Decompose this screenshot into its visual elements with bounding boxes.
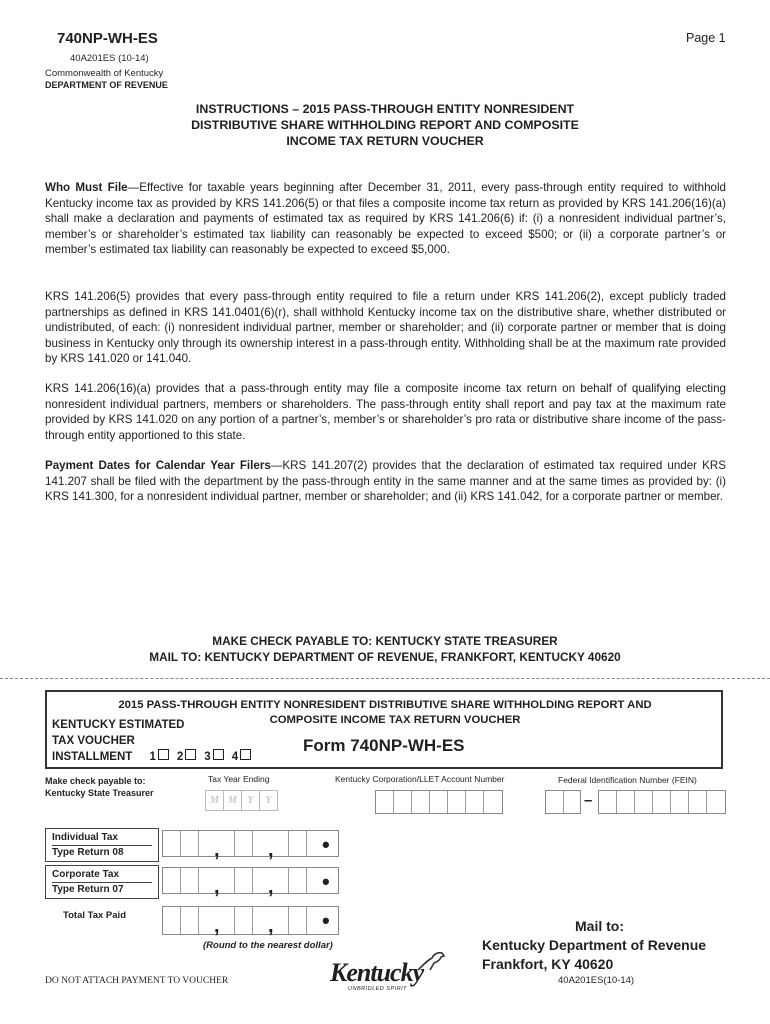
payment-dates-text: —KRS 141.207(2) provides that the declaration of estimated tax required under KRS 141.207 shall be filed with the department by the pass-through entity in the same manner and at the same times as provided by: (i) KRS 141.300, for a nonresident individual partner, member or shareholder; and (ii) KRS 141.042, for a corporate partner or member. xyxy=(45,459,726,504)
kentucky-logo xyxy=(326,950,446,996)
installment-1-checkbox[interactable] xyxy=(158,749,169,760)
do-not-attach-note: DO NOT ATTACH PAYMENT TO VOUCHER xyxy=(45,976,229,986)
installment-2-checkbox[interactable] xyxy=(185,749,196,760)
mail-address-line-2: Frankfort, KY 40620 xyxy=(482,956,614,972)
form-code: 740NP-WH-ES xyxy=(57,30,158,47)
tax-year-ending-field[interactable] xyxy=(205,790,278,811)
corporate-comma-2: , xyxy=(268,876,274,898)
fein-label: Federal Identification Number (FEIN) xyxy=(558,775,697,785)
estimated-line-2: TAX VOUCHER xyxy=(52,734,135,747)
individual-line-1: Individual Tax xyxy=(52,831,152,846)
payment-dates-heading: Payment Dates for Calendar Year Filers xyxy=(45,459,271,472)
logo-wordmark: Kentucky xyxy=(330,958,424,987)
check-payable-line-1: Make check payable to: xyxy=(45,776,146,786)
installment-row xyxy=(52,749,259,766)
voucher-title-line-2: COMPOSITE INCOME TAX RETURN VOUCHER xyxy=(269,714,521,726)
who-must-file-heading: Who Must File xyxy=(45,181,128,194)
voucher-title-line-1: 2015 PASS-THROUGH ENTITY NONRESIDENT DISTRIBUTIVE SHARE WITHHOLDING REPORT AND xyxy=(118,699,652,711)
round-note: (Round to the nearest dollar) xyxy=(203,940,333,951)
paragraph-composite: KRS 141.206(16)(a) provides that a pass-through entity may file a composite income tax return on behalf of qualifying electing nonresident individual partners, members or shareholders. The pass-through entity shall report and pay tax at the maximum rate provided by KRS 141.020 on any portion of a partner’s, member’s or shareholder’s pro rata or distributive share income of the pass-through entity apportioned to this state. xyxy=(45,382,726,442)
paragraph-who-must-file xyxy=(45,180,726,258)
installment-3-checkbox[interactable] xyxy=(213,749,224,760)
fein-dash: – xyxy=(584,792,593,809)
logo-tagline: UNBRIDLED SPIRIT xyxy=(348,986,408,992)
total-comma-1: , xyxy=(214,915,220,937)
individual-comma-2: , xyxy=(268,839,274,861)
corporate-line-2: Type Return 07 xyxy=(52,884,124,895)
total-tax-amount-field[interactable] xyxy=(162,906,339,935)
agency-name: Commonwealth of Kentucky xyxy=(45,68,164,79)
individual-tax-amount-field[interactable] xyxy=(162,830,339,857)
form-name: Form 740NP-WH-ES xyxy=(303,736,465,755)
check-payable-line-2: Kentucky State Treasurer xyxy=(45,788,154,798)
installment-label: INSTALLMENT xyxy=(52,751,133,763)
instructions-title xyxy=(120,101,650,149)
tax-year-ending-label: Tax Year Ending xyxy=(208,774,270,784)
footer-form-code: 40A201ES(10-14) xyxy=(558,975,635,986)
estimated-line-1: KENTUCKY ESTIMATED xyxy=(52,719,185,731)
individual-comma-1: , xyxy=(214,839,220,861)
account-number-label: Kentucky Corporation/LLET Account Number xyxy=(335,774,505,784)
account-number-field[interactable] xyxy=(375,790,503,814)
corporate-comma-1: , xyxy=(214,876,220,898)
agency-department: DEPARTMENT OF REVENUE xyxy=(45,80,168,90)
page-number: Page 1 xyxy=(686,31,726,45)
installment-1-number: 1 xyxy=(149,751,156,763)
date-year-1: Y xyxy=(242,791,260,810)
mail-to-line: MAIL TO: KENTUCKY DEPARTMENT OF REVENUE, FRANKFORT, KENTUCKY 40620 xyxy=(149,650,621,664)
title-line-3: INCOME TAX RETURN VOUCHER xyxy=(286,134,484,148)
installment-3-number: 3 xyxy=(204,751,211,763)
corporate-tax-amount-field[interactable] xyxy=(162,867,339,894)
total-comma-2: , xyxy=(268,915,274,937)
title-line-1: INSTRUCTIONS – 2015 PASS-THROUGH ENTITY NONRESIDENT xyxy=(195,102,575,116)
total-decimal: • xyxy=(322,908,330,933)
installment-4-number: 4 xyxy=(231,751,239,763)
fein-suffix-field[interactable] xyxy=(598,790,726,814)
corporate-decimal: • xyxy=(322,869,330,894)
date-month-1: M xyxy=(206,791,224,810)
individual-line-2: Type Return 08 xyxy=(52,847,124,858)
total-tax-paid-label: Total Tax Paid xyxy=(63,910,126,921)
date-year-2: Y xyxy=(265,795,272,806)
date-month-2: M xyxy=(224,791,242,810)
payable-instructions xyxy=(100,633,670,665)
form-revision: 40A201ES (10-14) xyxy=(70,53,149,64)
paragraph-withholding: KRS 141.206(5) provides that every pass-through entity required to file a return under KRS 141.206(2), except publicly traded partnerships as defined in KRS 141.0401(6)(r), shall withhold Kentucky income tax on the distributive share, whether distributed or undistributed, of each: (i) nonresident individual partner, member or shareholder; and (ii) corporate partner or member that is doing business in Kentucky only through its ownership interest in a pass-through entity. Withholding shall be at the maximum rate provided by KRS 141.020 or 141.040. xyxy=(45,290,726,366)
installment-2-number: 2 xyxy=(176,751,184,763)
corporate-tax-label xyxy=(45,865,159,899)
individual-decimal: • xyxy=(322,832,330,857)
mail-to-heading: Mail to: xyxy=(575,918,624,934)
who-must-file-text: —Effective for taxable years beginning after December 31, 2011, every pass-through entity required to withhold Kentucky income tax as provided by KRS 141.206(5) or that files a composite income tax return as provided by KRS 141.206(16)(a) shall make a declaration and payments of estimated tax as required by KRS 141.206(6) if: (i) a nonresident individual partner’s, member’s or shareholder’s estimated tax liability can reasonably be expected to exceed $500; or (ii) a corporate partner’s or member’s estimated tax liability can reasonably be expected to exceed $5,000. xyxy=(45,181,726,257)
check-payable-label xyxy=(45,775,154,799)
corporate-line-1: Corporate Tax xyxy=(52,868,152,883)
estimated-tax-label xyxy=(52,718,259,766)
fein-prefix-field[interactable] xyxy=(545,790,581,814)
mail-address-line-1: Kentucky Department of Revenue xyxy=(482,937,707,953)
individual-tax-label xyxy=(45,828,159,862)
make-check-payable-line: MAKE CHECK PAYABLE TO: KENTUCKY STATE TREASURER xyxy=(212,634,558,648)
installment-4-checkbox[interactable] xyxy=(240,749,251,760)
cut-line xyxy=(0,678,770,679)
title-line-2: DISTRIBUTIVE SHARE WITHHOLDING REPORT AND COMPOSITE xyxy=(191,118,579,132)
paragraph-payment-dates xyxy=(45,458,726,505)
